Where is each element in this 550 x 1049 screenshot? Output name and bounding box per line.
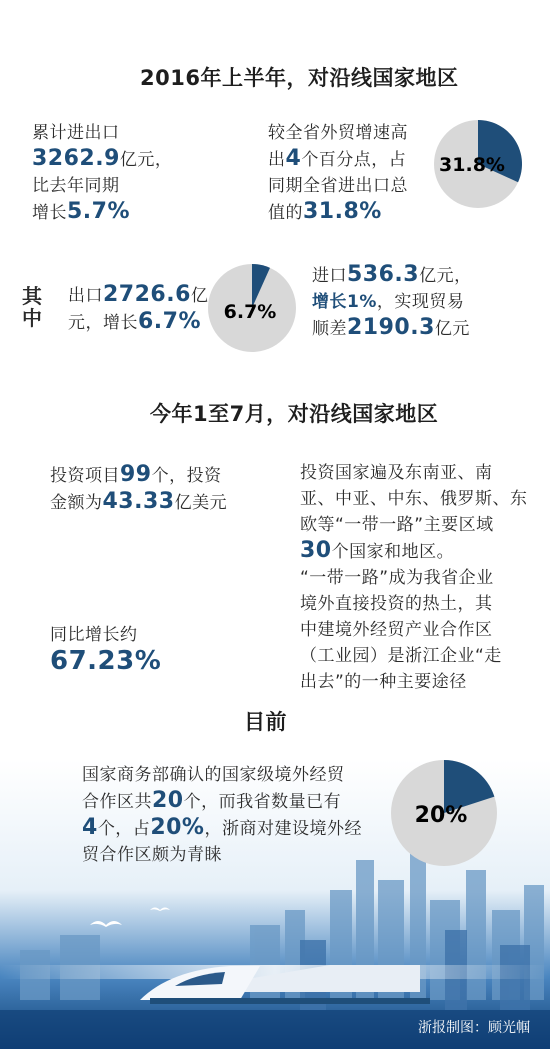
export-pie-chart xyxy=(206,262,298,354)
import-line3-pre: 顺差 xyxy=(312,319,347,339)
growth-value: 67.23% xyxy=(50,646,162,676)
regions-line6: 境外直接投资的热土，其 xyxy=(300,594,493,614)
regions-line4-post: 个国家和地区。 xyxy=(331,542,455,562)
zones-line1: 国家商务部确认的国家级境外经贸 xyxy=(82,765,345,785)
share-line2-post: 个百分点，占 xyxy=(301,150,407,170)
pie-label: 20% xyxy=(414,803,468,828)
share-line1: 较全省外贸增速高 xyxy=(268,123,408,143)
credit-text: 浙报制图：顾光帼 xyxy=(418,1020,530,1036)
invest-line2-pre: 金额为 xyxy=(50,493,103,513)
export-block xyxy=(68,282,218,336)
share-line3: 同期全省进出口总 xyxy=(268,176,408,196)
pie-label: 6.7% xyxy=(223,301,277,323)
regions-line5: “一带一路”成为我省企业 xyxy=(300,568,494,588)
zones-line2-pre: 合作区共 xyxy=(82,792,152,812)
export-pre: 出口 xyxy=(68,286,103,306)
invest-block xyxy=(50,462,270,516)
import-line2-post: ，实现贸易 xyxy=(376,292,465,312)
total-trade-block xyxy=(32,120,252,226)
invest-mid: 个，投资 xyxy=(151,466,222,486)
export-growth: 6.7% xyxy=(138,309,202,334)
export-unit: 亿 xyxy=(190,286,209,306)
import-value: 536.3 xyxy=(347,262,420,287)
share-block xyxy=(268,120,448,226)
import-block xyxy=(312,262,532,342)
total-value: 3262.9 xyxy=(32,146,120,171)
zones-pie-chart xyxy=(389,758,499,868)
section3-title: 目前 xyxy=(244,710,287,734)
invest-pre: 投资项目 xyxy=(50,466,120,486)
export-line2-pre: 元，增长 xyxy=(68,313,138,333)
growth-block xyxy=(50,622,250,674)
export-value: 2726.6 xyxy=(103,282,191,307)
import-unit: 亿元， xyxy=(419,266,472,286)
regions-line8: （工业园）是浙江企业“走 xyxy=(300,646,502,666)
zones-line4: 贸合作区颇为青睐 xyxy=(82,845,222,865)
regions-line3: 欧等“一带一路”主要区域 xyxy=(300,515,494,535)
total-line3: 比去年同期 xyxy=(32,176,120,196)
share-points: 4 xyxy=(285,146,302,171)
regions-line7: 中建境外经贸产业合作区 xyxy=(300,620,493,640)
import-line3-unit: 亿元 xyxy=(434,319,470,339)
side-label: 其中 xyxy=(22,284,42,330)
total-growth-value: 5.7% xyxy=(67,199,131,224)
zones-line3-post: ，浙商对建设境外经 xyxy=(204,819,362,839)
share-line2-pre: 出 xyxy=(268,150,286,170)
zones-block xyxy=(82,762,382,868)
import-pre: 进口 xyxy=(312,266,347,286)
invest-projects: 99 xyxy=(120,462,152,487)
regions-count: 30 xyxy=(300,538,332,563)
zones-national: 20 xyxy=(152,788,184,813)
share-line4-pre: 值的 xyxy=(268,203,303,223)
regions-line9: 出去”的一种主要途径 xyxy=(300,672,467,692)
zones-province: 4 xyxy=(82,815,98,840)
regions-block xyxy=(300,460,535,695)
import-surplus: 2190.3 xyxy=(347,315,435,340)
regions-line1: 投资国家遍及东南亚、南 xyxy=(300,463,493,483)
share-pie-chart xyxy=(432,118,524,210)
section2-title: 今年1至7月，对沿线国家地区 xyxy=(150,402,439,426)
pie-label: 31.8% xyxy=(439,154,505,176)
invest-amount: 43.33 xyxy=(102,489,175,514)
zones-share: 20% xyxy=(150,815,205,840)
regions-line2: 亚、中亚、中东、俄罗斯、东 xyxy=(300,489,528,509)
zones-line2-post: 个，而我省数量已有 xyxy=(183,792,342,812)
total-growth-label: 增长 xyxy=(32,203,67,223)
total-line1: 累计进出口 xyxy=(32,123,120,143)
total-unit: 亿元， xyxy=(119,150,173,170)
import-growth: 增长1% xyxy=(312,292,377,312)
zones-line3-mid: 个，占 xyxy=(97,819,151,839)
growth-line1: 同比增长约 xyxy=(50,625,138,645)
share-percent: 31.8% xyxy=(303,199,382,224)
section1-title: 2016年上半年，对沿线国家地区 xyxy=(140,66,459,90)
invest-unit: 亿美元 xyxy=(174,493,228,513)
